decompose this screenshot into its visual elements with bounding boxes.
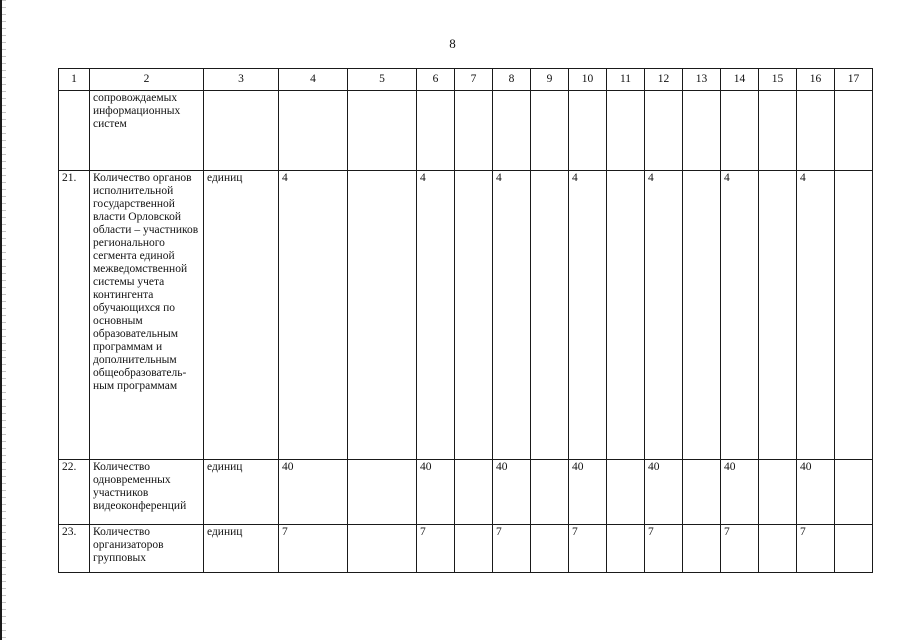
column-header-7: 7: [455, 69, 493, 91]
table-header: [59, 69, 873, 91]
table-row: [59, 91, 873, 171]
value-cell-col-11: [607, 91, 645, 171]
table-row: [59, 460, 873, 525]
column-header-13: 13: [683, 69, 721, 91]
value-cell-col-17: [835, 460, 873, 525]
value-cell-col-5: [348, 525, 417, 573]
value-cell-col-8: 40: [493, 460, 531, 525]
value-cell-col-16: 40: [797, 460, 835, 525]
page-number: 8: [449, 36, 456, 51]
value-cell-col-17: [835, 171, 873, 460]
value-cell-col-11: [607, 525, 645, 573]
value-cell-col-8: 4: [493, 171, 531, 460]
table-body: [59, 91, 873, 573]
value-cell-col-7: [455, 171, 493, 460]
indicator-name-cell: Количество организаторов групповых: [90, 525, 204, 573]
value-cell-col-16: 4: [797, 171, 835, 460]
value-cell-col-5: [348, 171, 417, 460]
value-cell-col-9: [531, 91, 569, 171]
value-cell-col-9: [531, 460, 569, 525]
value-cell-col-6: 7: [417, 525, 455, 573]
row-number-cell: 22.: [59, 460, 90, 525]
value-cell-col-7: [455, 91, 493, 171]
row-number-cell: 21.: [59, 171, 90, 460]
value-cell-col-11: [607, 171, 645, 460]
indicator-name-cell: Количество одновременных участников видеоконференций: [90, 460, 204, 525]
table-row: [59, 171, 873, 460]
row-number-cell: 23.: [59, 525, 90, 573]
value-cell-col-12: [645, 91, 683, 171]
value-cell-col-12: 40: [645, 460, 683, 525]
value-cell-col-13: [683, 525, 721, 573]
value-cell-col-14: 40: [721, 460, 759, 525]
value-cell-col-14: 4: [721, 171, 759, 460]
indicator-name-cell: сопровождаемых информационных систем: [90, 91, 204, 171]
value-cell-col-10: 40: [569, 460, 607, 525]
column-header-1: 1: [59, 69, 90, 91]
value-cell-col-4: 4: [279, 171, 348, 460]
column-header-11: 11: [607, 69, 645, 91]
column-header-4: 4: [279, 69, 348, 91]
value-cell-col-10: 4: [569, 171, 607, 460]
value-cell-col-13: [683, 171, 721, 460]
column-header-16: 16: [797, 69, 835, 91]
value-cell-col-14: [721, 91, 759, 171]
value-cell-col-4: 7: [279, 525, 348, 573]
value-cell-col-4: [279, 91, 348, 171]
value-cell-col-11: [607, 460, 645, 525]
value-cell-col-16: [797, 91, 835, 171]
value-cell-col-17: [835, 91, 873, 171]
column-header-3: 3: [204, 69, 279, 91]
table-row: [59, 525, 873, 573]
column-header-5: 5: [348, 69, 417, 91]
value-cell-col-16: 7: [797, 525, 835, 573]
value-cell-col-15: [759, 91, 797, 171]
column-header-6: 6: [417, 69, 455, 91]
value-cell-col-7: [455, 525, 493, 573]
value-cell-col-13: [683, 460, 721, 525]
column-header-14: 14: [721, 69, 759, 91]
value-cell-col-5: [348, 91, 417, 171]
column-number-row: [59, 69, 873, 91]
column-header-17: 17: [835, 69, 873, 91]
unit-cell: [204, 91, 279, 171]
value-cell-col-7: [455, 460, 493, 525]
value-cell-col-15: [759, 460, 797, 525]
value-cell-col-10: [569, 91, 607, 171]
value-cell-col-6: [417, 91, 455, 171]
value-cell-col-15: [759, 171, 797, 460]
value-cell-col-12: 4: [645, 171, 683, 460]
row-number-cell: [59, 91, 90, 171]
value-cell-col-8: 7: [493, 525, 531, 573]
value-cell-col-13: [683, 91, 721, 171]
column-header-12: 12: [645, 69, 683, 91]
column-header-2: 2: [90, 69, 204, 91]
indicators-table: [58, 68, 873, 573]
unit-cell: единиц: [204, 460, 279, 525]
value-cell-col-12: 7: [645, 525, 683, 573]
column-header-10: 10: [569, 69, 607, 91]
value-cell-col-6: 40: [417, 460, 455, 525]
column-header-15: 15: [759, 69, 797, 91]
value-cell-col-8: [493, 91, 531, 171]
unit-cell: единиц: [204, 525, 279, 573]
value-cell-col-17: [835, 525, 873, 573]
value-cell-col-9: [531, 525, 569, 573]
value-cell-col-10: 7: [569, 525, 607, 573]
value-cell-col-14: 7: [721, 525, 759, 573]
value-cell-col-5: [348, 460, 417, 525]
page-binding-marks: [2, 0, 6, 640]
column-header-9: 9: [531, 69, 569, 91]
value-cell-col-6: 4: [417, 171, 455, 460]
indicator-name-cell: Количество органов исполнительной государственной власти Орловской области – участников регионального сегмента единой межведомственной системы учета контингента обучающихся по основным образовательным программам и дополнительным общеобразователь-ным программам: [90, 171, 204, 460]
value-cell-col-15: [759, 525, 797, 573]
unit-cell: единиц: [204, 171, 279, 460]
column-header-8: 8: [493, 69, 531, 91]
value-cell-col-4: 40: [279, 460, 348, 525]
value-cell-col-9: [531, 171, 569, 460]
